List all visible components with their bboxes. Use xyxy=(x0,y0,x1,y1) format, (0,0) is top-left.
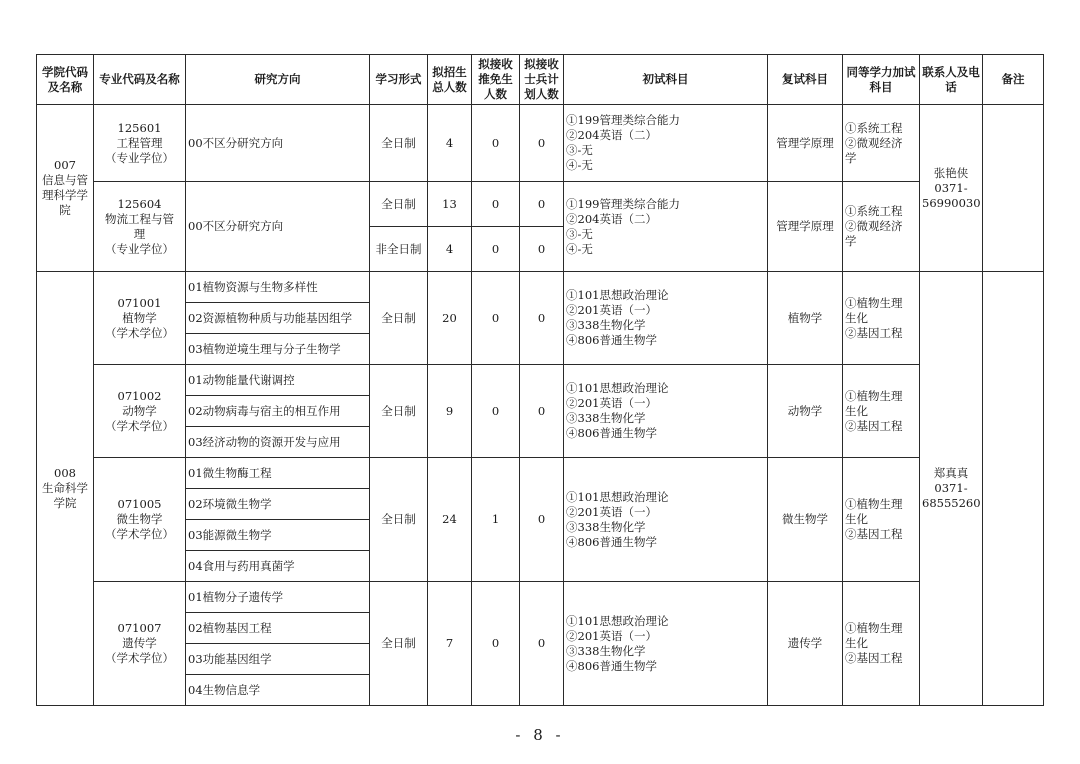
direction-cell: 00不区分研究方向 xyxy=(186,182,370,272)
direction-cell: 01植物资源与生物多样性 xyxy=(186,272,370,303)
exempt-cell: 0 xyxy=(472,582,520,706)
admission-catalog-table xyxy=(36,54,1044,706)
exempt-cell: 0 xyxy=(472,227,520,272)
soldier-cell: 0 xyxy=(520,582,564,706)
direction-cell: 03能源微生物学 xyxy=(186,520,370,551)
study-mode-cell: 全日制 xyxy=(370,365,428,458)
initial-exam-cell: ①199管理类综合能力 ②204英语（二） ③-无 ④-无 xyxy=(564,182,768,272)
direction-cell: 03经济动物的资源开发与应用 xyxy=(186,427,370,458)
major-071001-cell: 071001 植物学 （学术学位） xyxy=(94,272,186,365)
study-mode-cell: 全日制 xyxy=(370,182,428,227)
direction-cell: 01动物能量代谢调控 xyxy=(186,365,370,396)
major-071007-cell: 071007 遗传学 （学术学位） xyxy=(94,582,186,706)
retest-cell: 植物学 xyxy=(768,272,843,365)
initial-exam-cell: ①101思想政治理论 ②201英语（一） ③338生物化学 ④806普通生物学 xyxy=(564,458,768,582)
table-row xyxy=(37,458,1044,489)
major-071005-cell: 071005 微生物学 （学术学位） xyxy=(94,458,186,582)
college-007-cell: 007 信息与管 理科学学 院 xyxy=(37,105,94,272)
header-initial-exam: 初试科目 xyxy=(564,55,768,105)
header-major: 专业代码及名称 xyxy=(94,55,186,105)
header-retest: 复试科目 xyxy=(768,55,843,105)
college-008-cell: 008 生命科学 学院 xyxy=(37,272,94,706)
header-remark: 备注 xyxy=(983,55,1044,105)
total-plan-cell: 4 xyxy=(428,227,472,272)
soldier-cell: 0 xyxy=(520,227,564,272)
header-study-mode: 学习形式 xyxy=(370,55,428,105)
header-total-plan: 拟招生总人数 xyxy=(428,55,472,105)
direction-cell: 03功能基因组学 xyxy=(186,644,370,675)
equivalent-cell: ①植物生理 生化 ②基因工程 xyxy=(843,272,920,365)
total-plan-cell: 9 xyxy=(428,365,472,458)
direction-cell: 01微生物酶工程 xyxy=(186,458,370,489)
table-row xyxy=(37,272,1044,303)
table-row xyxy=(37,365,1044,396)
initial-exam-cell: ①101思想政治理论 ②201英语（一） ③338生物化学 ④806普通生物学 xyxy=(564,365,768,458)
soldier-cell: 0 xyxy=(520,182,564,227)
total-plan-cell: 4 xyxy=(428,105,472,182)
study-mode-cell: 全日制 xyxy=(370,458,428,582)
direction-cell: 01植物分子遗传学 xyxy=(186,582,370,613)
total-plan-cell: 13 xyxy=(428,182,472,227)
header-equivalent: 同等学力加试科目 xyxy=(843,55,920,105)
header-direction: 研究方向 xyxy=(186,55,370,105)
table-row xyxy=(37,182,1044,227)
initial-exam-cell: ①199管理类综合能力 ②204英语（二） ③-无 ④-无 xyxy=(564,105,768,182)
study-mode-cell: 全日制 xyxy=(370,582,428,706)
total-plan-cell: 7 xyxy=(428,582,472,706)
equivalent-cell: ①植物生理 生化 ②基因工程 xyxy=(843,582,920,706)
direction-cell: 02资源植物种质与功能基因组学 xyxy=(186,303,370,334)
header-college: 学院代码及名称 xyxy=(37,55,94,105)
header-contact: 联系人及电话 xyxy=(920,55,983,105)
major-125601-cell: 125601 工程管理 （专业学位） xyxy=(94,105,186,182)
page-number: - 8 - xyxy=(515,726,565,744)
exempt-cell: 1 xyxy=(472,458,520,582)
major-071002-cell: 071002 动物学 （学术学位） xyxy=(94,365,186,458)
direction-cell: 04生物信息学 xyxy=(186,675,370,706)
direction-cell: 03植物逆境生理与分子生物学 xyxy=(186,334,370,365)
initial-exam-cell: ①101思想政治理论 ②201英语（一） ③338生物化学 ④806普通生物学 xyxy=(564,272,768,365)
study-mode-cell: 全日制 xyxy=(370,272,428,365)
retest-cell: 管理学原理 xyxy=(768,105,843,182)
direction-cell: 02植物基因工程 xyxy=(186,613,370,644)
remark-007-cell xyxy=(983,105,1044,272)
soldier-cell: 0 xyxy=(520,272,564,365)
soldier-cell: 0 xyxy=(520,458,564,582)
retest-cell: 管理学原理 xyxy=(768,182,843,272)
exempt-cell: 0 xyxy=(472,105,520,182)
major-125604-cell: 125604 物流工程与管 理 （专业学位） xyxy=(94,182,186,272)
direction-cell: 04食用与药用真菌学 xyxy=(186,551,370,582)
remark-008-cell xyxy=(983,272,1044,706)
exempt-cell: 0 xyxy=(472,182,520,227)
direction-cell: 00不区分研究方向 xyxy=(186,105,370,182)
study-mode-cell: 非全日制 xyxy=(370,227,428,272)
exempt-cell: 0 xyxy=(472,272,520,365)
contact-007-cell: 张艳侠 0371- 56990030 xyxy=(920,105,983,272)
initial-exam-cell: ①101思想政治理论 ②201英语（一） ③338生物化学 ④806普通生物学 xyxy=(564,582,768,706)
exempt-cell: 0 xyxy=(472,365,520,458)
soldier-cell: 0 xyxy=(520,105,564,182)
direction-cell: 02环境微生物学 xyxy=(186,489,370,520)
equivalent-cell: ①植物生理 生化 ②基因工程 xyxy=(843,365,920,458)
header-soldier: 拟接收士兵计划人数 xyxy=(520,55,564,105)
retest-cell: 微生物学 xyxy=(768,458,843,582)
study-mode-cell: 全日制 xyxy=(370,105,428,182)
equivalent-cell: ①植物生理 生化 ②基因工程 xyxy=(843,458,920,582)
table-row xyxy=(37,582,1044,613)
soldier-cell: 0 xyxy=(520,365,564,458)
direction-cell: 02动物病毒与宿主的相互作用 xyxy=(186,396,370,427)
contact-008-cell: 郑真真 0371- 68555260 xyxy=(920,272,983,706)
equivalent-cell: ①系统工程 ②微观经济 学 xyxy=(843,105,920,182)
retest-cell: 动物学 xyxy=(768,365,843,458)
retest-cell: 遗传学 xyxy=(768,582,843,706)
equivalent-cell: ①系统工程 ②微观经济 学 xyxy=(843,182,920,272)
total-plan-cell: 20 xyxy=(428,272,472,365)
table-row xyxy=(37,105,1044,182)
header-exempt: 拟接收推免生人数 xyxy=(472,55,520,105)
total-plan-cell: 24 xyxy=(428,458,472,582)
table-header-row xyxy=(37,55,1044,105)
